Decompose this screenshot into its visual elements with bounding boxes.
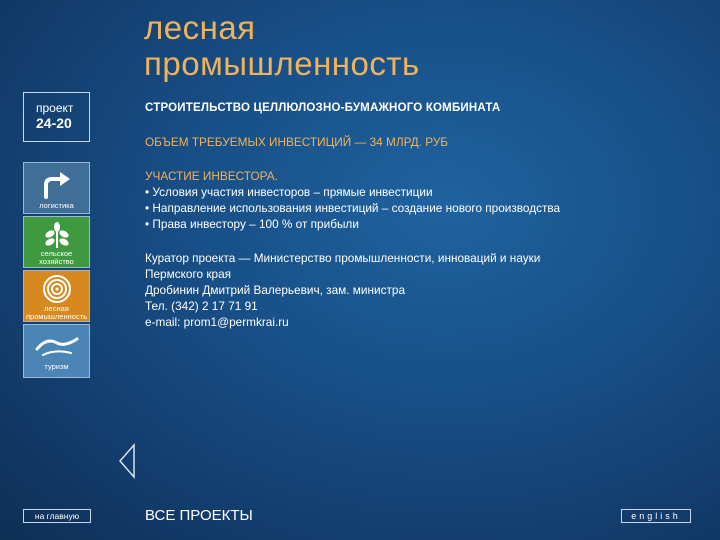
page-title xyxy=(144,10,420,82)
page-title-line2: промышленность xyxy=(144,45,420,82)
curator-block xyxy=(145,250,685,330)
page-title-line1: лесная xyxy=(144,9,256,46)
category-logistics-label: логистика xyxy=(39,201,74,210)
category-logistics[interactable] xyxy=(23,162,90,214)
spacer xyxy=(145,232,685,250)
all-projects-link[interactable]: ВСЕ ПРОЕКТЫ xyxy=(145,507,253,524)
curator-email[interactable]: e-mail: prom1@permkrai.ru xyxy=(145,315,289,329)
english-language-button[interactable]: english xyxy=(621,509,691,523)
project-badge xyxy=(23,92,90,142)
category-forestry-label-line1: лесная xyxy=(44,304,69,313)
project-details xyxy=(145,100,685,330)
category-tourism[interactable] xyxy=(23,324,90,378)
bullet-direction: • Направление использования инвестиций – создание нового производства xyxy=(145,201,561,215)
mountain-icon xyxy=(35,333,79,359)
category-tourism-label: туризм xyxy=(44,362,69,371)
tree-rings-icon xyxy=(42,274,72,304)
participation-title: УЧАСТИЕ ИНВЕСТОРА. xyxy=(145,169,278,183)
curator-line2: Пермского края xyxy=(145,267,232,281)
category-forestry-label-line2: промышленность xyxy=(25,312,88,321)
category-agriculture-label xyxy=(24,250,89,266)
category-forestry[interactable] xyxy=(23,270,90,322)
arrow-turn-icon xyxy=(40,169,74,199)
sprout-icon xyxy=(41,221,73,249)
home-button[interactable]: на главную xyxy=(23,509,91,523)
category-agriculture[interactable] xyxy=(23,216,90,268)
bullet-conditions: • Условия участия инвесторов – прямые инвестиции xyxy=(145,185,433,199)
project-number: 24-20 xyxy=(36,115,72,131)
previous-arrow-icon[interactable] xyxy=(117,443,137,479)
project-label: проект xyxy=(36,101,74,115)
category-forestry-label xyxy=(24,305,89,321)
project-heading: СТРОИТЕЛЬСТВО ЦЕЛЛЮЛОЗНО-БУМАЖНОГО КОМБИНАТА xyxy=(145,102,501,114)
category-agriculture-label-line1: сельское xyxy=(40,249,73,258)
curator-phone: Тел. (342) 2 17 71 91 xyxy=(145,299,258,313)
curator-line1: Куратор проекта — Министерство промышленности, инноваций и науки xyxy=(145,251,541,265)
curator-contact-name: Дробинин Дмитрий Валерьевич, зам. министра xyxy=(145,283,406,297)
category-agriculture-label-line2: хозяйство xyxy=(39,257,74,266)
bullet-rights: • Права инвестору – 100 % от прибыли xyxy=(145,217,359,231)
investment-volume: ОБЪЕМ ТРЕБУЕМЫХ ИНВЕСТИЦИЙ — 34 МЛРД. РУБ xyxy=(145,135,449,149)
